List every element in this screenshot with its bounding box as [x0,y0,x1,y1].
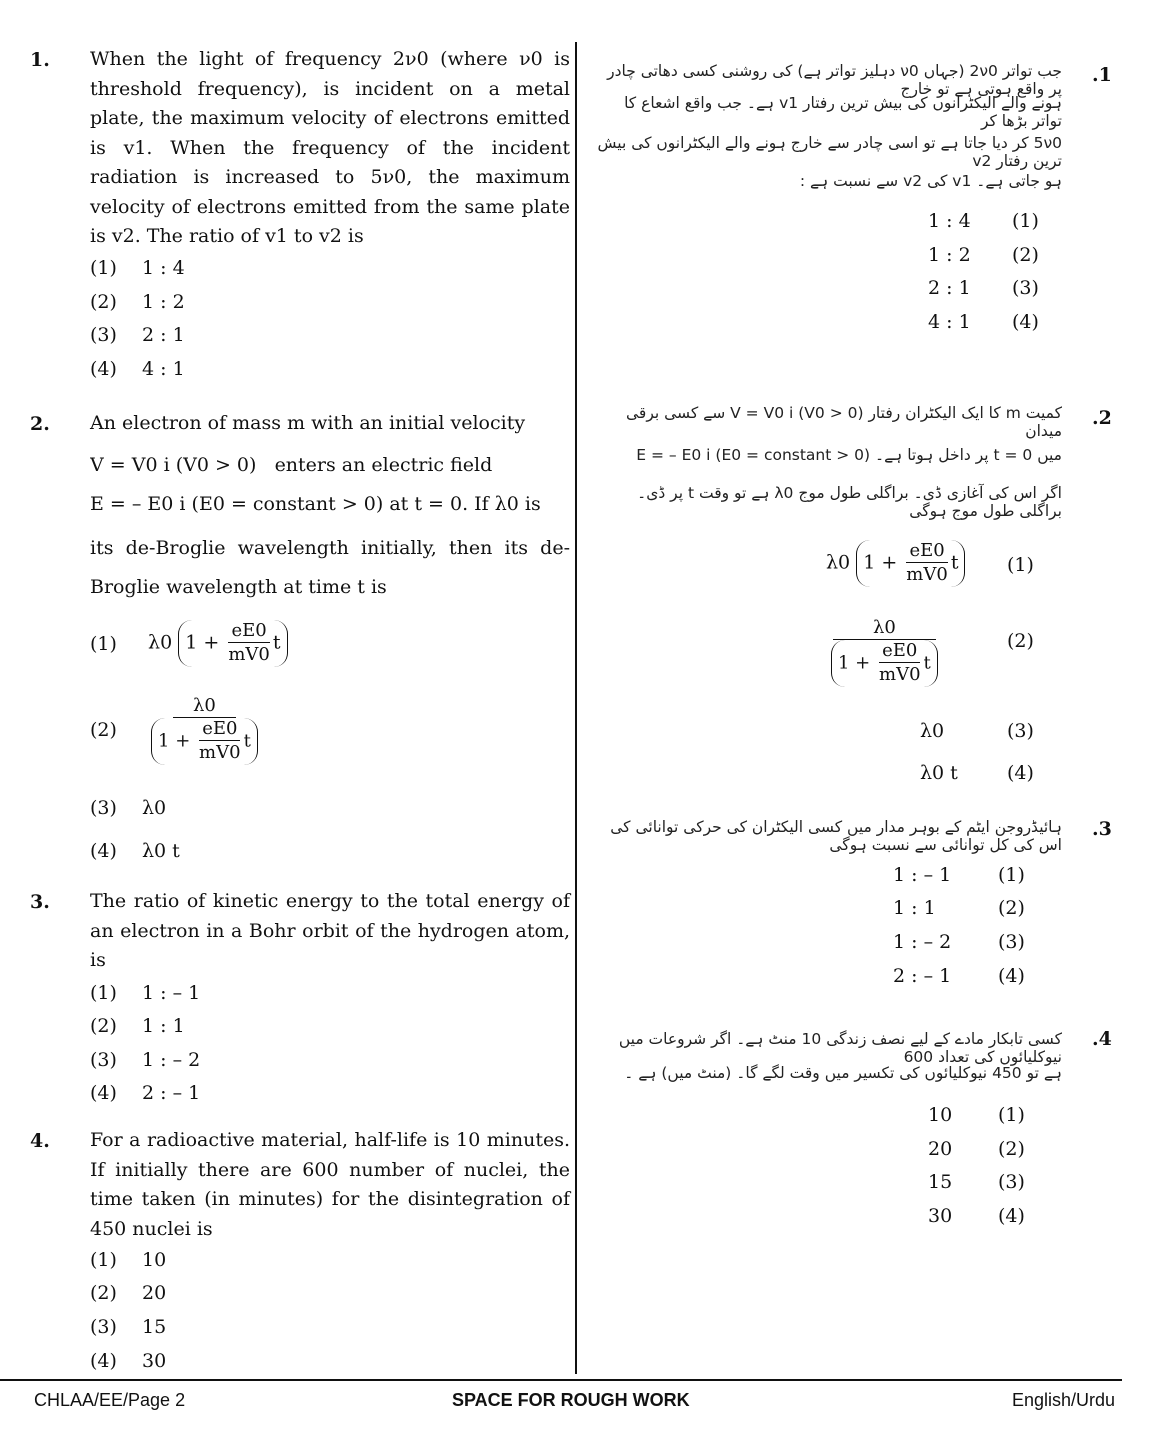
fraction-denominator: mV0 [199,742,241,763]
option-value: 1 : 1 [142,1015,185,1037]
option [90,1282,166,1304]
option-value: 1 : – 2 [142,1049,201,1071]
option-value: 10 [142,1249,167,1271]
enters-text: enters an electric field [274,454,493,476]
urdu-text-line: کسی تابکار مادے کے لیے نصف زندگی 10 منٹ ہے۔ اگر شروعات میں نیوکلیائوں کی تعداد 600 [618,1030,1062,1066]
option-value: λ0 t [920,762,958,784]
velocity-equation-line [90,451,570,481]
option [90,1049,200,1071]
urdu-text-line: ہونے والے الیکٹرانوں کی بیش ترین رفتار v1 ہے۔ جب واقع اشعاع کا تواتر بڑھا کر [624,94,1062,130]
field-equation-line [90,490,570,520]
question-text: The ratio of kinetic energy to the total energy of an electron in a Bohr orbit of the hydrogen atom, is [90,890,570,971]
urdu-text-line: جب تواتر 2ν0 (جہاں ν0 دہلیز تواتر ہے) کی روشنی کسی دھاتی چادر پر واقع ہوتی ہے تو خارج [607,62,1062,98]
option-value: 4 : 1 [928,311,971,333]
option-number: (2) [998,897,1025,919]
option-value: λ0 [142,797,167,819]
option-number: (4) [998,1205,1025,1227]
option-value: 30 [928,1205,953,1227]
option-value: 15 [928,1171,953,1193]
urdu-text-line: میں t = 0 پر داخل ہوتا ہے۔ E = – E0 i (E0 = constant > 0) [636,446,1062,464]
option [90,620,288,667]
option-number: (1) [998,1104,1025,1126]
fraction [876,640,924,687]
question-number: .1 [1092,64,1112,86]
language-label: English/Urdu [1012,1390,1116,1410]
option-number: (1) [90,632,117,655]
urdu-text-line: 5ν0 کر دیا جاتا ہے تو اسی چادر سے خارج ہونے والے الیکٹرانوں کی بیش ترین رفتار v2 [597,134,1062,170]
option-number: (3) [90,797,117,819]
fraction-denominator [828,640,941,687]
option-value: 2 : – 1 [893,965,952,987]
option-number: (2) [998,1138,1025,1160]
option [90,982,200,1004]
option-number: (4) [998,965,1025,987]
option-number: (3) [998,1171,1025,1193]
option-value: 1 : – 1 [142,982,201,1004]
option-number: (1) [90,982,117,1004]
option [90,1316,166,1338]
option-value: 1 : – 1 [893,864,952,886]
one-plus: 1 + [838,652,871,674]
option-number: (1) [90,257,117,279]
option-number: (1) [90,1249,117,1271]
question-text: its de-Broglie wavelength initially, then its de-Broglie wavelength at time t is [90,537,570,598]
question-number: 1. [30,49,50,71]
option [90,291,185,313]
fraction [196,718,244,765]
urdu-text-line: ہائیڈروجن ایٹم کے بوہر مدار میں کسی الیکٹران کی حرکی توانائی کی اس کی کل توانائی سے نسبت ہوگی [610,818,1062,854]
bracket-expression [856,540,965,587]
option-number: (2) [1007,630,1034,652]
fraction-denominator: mV0 [228,644,270,665]
option-value: 15 [142,1316,167,1338]
question-number: .3 [1092,818,1112,840]
option-value: 20 [142,1282,167,1304]
option-number: (4) [90,358,117,380]
question-number: .2 [1092,407,1112,429]
option [90,1015,185,1037]
option-value: 1 : 1 [893,897,936,919]
option-value: 1 : 2 [928,244,971,266]
option-number: (3) [90,1049,117,1071]
vector-e: → E [90,490,104,520]
page-code: CHLAA/EE/Page 2 [34,1390,186,1410]
t-variable: t [272,631,281,654]
option-number: (2) [90,1282,117,1304]
option-value: 2 : 1 [142,324,185,346]
option-number: (4) [90,840,117,862]
option-value: 2 : 1 [928,277,971,299]
urdu-text-line: ہے تو 450 نیوکلیائوں کی تکسیر میں وقت لگے گا۔ (منٹ میں) ہے ۔ [624,1064,1062,1082]
fraction-denominator: mV0 [906,564,948,585]
urdu-text-line: اگر اس کی آغازی ڈی۔ براگلی طول موج λ0 ہے تو وقت t پر ڈی۔ براگلی طول موج ہوگی [637,484,1062,520]
option-value: 1 : 2 [142,291,185,313]
one-plus: 1 + [863,551,898,574]
option [90,797,166,819]
vector-v: → V [90,451,104,481]
option-value: 4 : 1 [142,358,185,380]
option [90,695,261,765]
fraction [225,620,273,667]
t-variable: t [243,730,251,752]
question-text: For a radioactive material, half-life is 10 minutes. If initially there are 600 number of nuclei, the time taken (in minutes) for the disintegration of 450 nuclei is [90,1129,570,1240]
t-variable: t [923,652,931,674]
bracket-expression [831,640,938,687]
option [90,257,185,279]
one-plus: 1 + [185,631,220,654]
option-value: 30 [142,1350,167,1372]
option-value [826,540,965,587]
option-number: (4) [90,1350,117,1372]
question-text: An electron of mass m with an initial velocity [90,412,526,434]
option-value: 1 : – 2 [893,931,952,953]
option-value: λ0 [920,720,945,742]
column-divider [575,42,577,1374]
urdu-text-line: ہو جاتی ہے۔ v1 کی v2 سے نسبت ہے : [799,172,1062,190]
one-plus: 1 + [158,730,191,752]
option-number: (2) [90,719,117,741]
lambda: λ0 [826,551,851,574]
option-number: (3) [1007,720,1034,742]
option-number: (3) [1012,277,1039,299]
option-value: 10 [928,1104,953,1126]
option [90,840,180,862]
fraction-denominator [148,718,261,765]
question-number: 3. [30,891,50,913]
option-number: (1) [1007,554,1034,576]
option-number: (1) [998,864,1025,886]
question-number: 2. [30,413,50,435]
option-number: (3) [90,324,117,346]
option [90,324,185,346]
bracket-expression [151,718,258,765]
t-variable: t [950,551,959,574]
bracket-expression [178,620,287,667]
option-value: λ0 t [142,840,180,862]
option-number: (3) [90,1316,117,1338]
option-value: 20 [928,1138,953,1160]
option [90,1350,166,1372]
option-number: (2) [90,291,117,313]
question-number: 4. [30,1130,50,1152]
fraction-numerator: eE0 [879,640,920,663]
question-number: .4 [1092,1028,1112,1050]
fraction [903,540,951,587]
fraction-denominator: mV0 [879,664,921,685]
option [90,1249,166,1271]
option-number: (4) [1012,311,1039,333]
fraction-numerator: λ0 [833,617,936,640]
footer-rule [0,1379,1122,1381]
fraction [148,695,261,765]
fraction-numerator: eE0 [906,540,947,563]
option [90,1082,200,1104]
option [90,358,185,380]
fraction-numerator: eE0 [228,620,269,643]
option-value: 1 : 4 [928,210,971,232]
option-value: 2 : – 1 [142,1082,201,1104]
option-number: (4) [1007,762,1034,784]
option-value [828,617,941,687]
field-equation: = – E0 i (E0 = constant > 0) at t = 0. If λ0 is [109,493,541,515]
urdu-text-line: کمیت m کا ایک الیکٹران رفتار (V0 > 0) V = V0 i سے کسی برقی میدان [625,404,1062,440]
option-number: (2) [90,1015,117,1037]
fraction-numerator: eE0 [199,718,240,741]
option-number: (3) [998,931,1025,953]
option-number: (2) [1012,244,1039,266]
velocity-equation: = V0 i (V0 > 0) [109,454,257,476]
fraction-numerator: λ0 [173,695,236,718]
rough-work-label: SPACE FOR ROUGH WORK [452,1390,690,1410]
option-number: (4) [90,1082,117,1104]
question-text: When the light of frequency 2ν0 (where ν0 is threshold frequency), is incident on a metal plate, the maximum velocity of electrons emitted is v1. When the frequency of the incident radiation is increased to 5ν0, the maximum velocity of electrons emitted from the same plate is v2. The ratio of v1 to v2 is [90,48,570,247]
lambda: λ0 [148,631,173,654]
option-value: 1 : 4 [142,257,185,279]
fraction [828,617,941,687]
option-number: (1) [1012,210,1039,232]
